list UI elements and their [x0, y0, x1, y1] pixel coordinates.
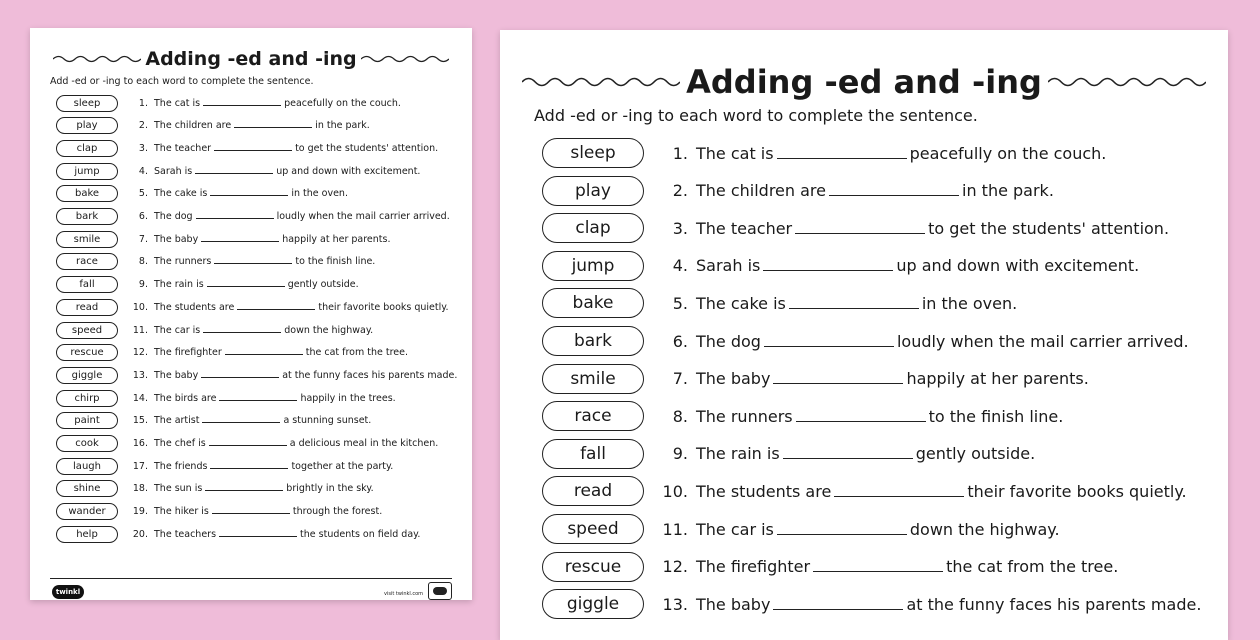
sentence-start: The hiker is [154, 506, 209, 518]
word-bubble: bark [56, 208, 118, 225]
sentence [696, 557, 1118, 576]
word-bubble: sleep [542, 138, 644, 168]
sentence-start: Sarah is [154, 165, 193, 177]
word-bubble: clap [542, 213, 644, 243]
sentence-start: The baby [154, 233, 199, 245]
word-bubble: bake [542, 288, 644, 318]
sentence [696, 444, 1035, 463]
item-number: 3. [672, 218, 688, 238]
sentence-end: down the highway. [284, 324, 374, 336]
answer-blank[interactable] [773, 609, 903, 610]
answer-blank[interactable] [212, 513, 290, 514]
sentence [154, 438, 438, 449]
word-bubble: laugh [56, 458, 118, 475]
answer-blank[interactable] [777, 158, 907, 159]
sentence [154, 166, 420, 177]
wave-decoration-right [361, 54, 449, 64]
item-number: 9. [138, 279, 148, 291]
exercise-row [542, 250, 1139, 282]
item-number: 3. [138, 142, 148, 154]
answer-blank[interactable] [829, 195, 959, 196]
exercise-row [542, 212, 1169, 244]
item-number: 11. [662, 519, 688, 539]
worksheet-instructions: Add -ed or -ing to each word to complete the sentence. [534, 106, 978, 125]
sentence [154, 211, 450, 222]
sentence-end: up and down with excitement. [896, 256, 1140, 276]
sentence [154, 529, 420, 540]
exercise-row [542, 475, 1187, 507]
item-number: 4. [672, 256, 688, 276]
sentence-start: The baby [696, 369, 771, 389]
sentence-start: The teacher [696, 218, 793, 238]
sentence-end: gently outside. [287, 279, 359, 291]
sentence [696, 256, 1139, 275]
sentence [696, 595, 1201, 614]
sentence [154, 347, 408, 358]
item-number: 14. [132, 392, 148, 404]
word-bubble: help [56, 526, 118, 543]
exercise-row [542, 438, 1035, 470]
answer-blank[interactable] [196, 218, 274, 219]
sentence-end: together at the party. [291, 460, 394, 472]
sentence-start: The car is [154, 324, 201, 336]
sentence [696, 332, 1189, 351]
sentence-start: The runners [154, 256, 212, 268]
item-number: 11. [132, 324, 148, 336]
sentence-end: their favorite books quietly. [967, 481, 1187, 501]
worksheet-title: Adding -ed and -ing [686, 63, 1042, 101]
sentence-start: The cake is [154, 188, 208, 200]
answer-blank[interactable] [209, 445, 287, 446]
sentence-end: through the forest. [292, 506, 383, 518]
sentence-end: happily at her parents. [906, 369, 1089, 389]
item-number: 7. [138, 233, 148, 245]
sentence-start: The children are [154, 120, 232, 132]
item-number: 13. [132, 369, 148, 381]
word-bubble: play [542, 176, 644, 206]
exercise-row [56, 185, 348, 203]
word-bubble: clap [56, 140, 118, 157]
exercise-row [56, 503, 382, 521]
exercise-row [56, 525, 420, 543]
sentence-end: the cat from the tree. [305, 347, 409, 359]
answer-blank[interactable] [203, 332, 281, 333]
worksheet-large [500, 30, 1228, 640]
item-number: 1. [138, 97, 148, 109]
item-number: 7. [672, 369, 688, 389]
answer-blank[interactable] [214, 263, 292, 264]
sentence-start: The firefighter [154, 347, 222, 359]
sentence-end: peacefully on the couch. [909, 143, 1107, 163]
sentence-start: The dog [696, 331, 761, 351]
item-number: 5. [672, 293, 688, 313]
answer-blank[interactable] [795, 233, 925, 234]
answer-blank[interactable] [203, 105, 281, 106]
wave-decoration-left [522, 75, 680, 89]
word-bubble: fall [542, 439, 644, 469]
item-number: 2. [138, 120, 148, 132]
sentence-end: to get the students' attention. [928, 218, 1170, 238]
exercise-row [56, 162, 420, 180]
answer-blank[interactable] [234, 127, 312, 128]
sentence-end: in the oven. [291, 188, 348, 200]
answer-blank[interactable] [237, 309, 315, 310]
wave-decoration-right [1048, 75, 1206, 89]
word-bubble: read [542, 476, 644, 506]
sentence-start: The cat is [696, 143, 774, 163]
item-number: 1. [672, 143, 688, 163]
word-bubble: sleep [56, 95, 118, 112]
sentence-end: the students on field day. [300, 528, 421, 540]
answer-blank[interactable] [195, 173, 273, 174]
answer-blank[interactable] [834, 496, 964, 497]
answer-blank[interactable] [210, 468, 288, 469]
answer-blank[interactable] [789, 308, 919, 309]
exercise-row [542, 325, 1189, 357]
answer-blank[interactable] [202, 422, 280, 423]
sentence [154, 120, 370, 131]
exercise-row [56, 366, 457, 384]
word-bubble: bark [542, 326, 644, 356]
item-number: 6. [138, 211, 148, 222]
word-bubble: read [56, 299, 118, 316]
exercise-row [56, 208, 450, 226]
sentence [154, 325, 373, 336]
word-bubble: rescue [542, 552, 644, 582]
sentence [154, 279, 359, 290]
word-bubble: cook [56, 435, 118, 452]
sentence-end: in the park. [315, 120, 370, 132]
item-number: 13. [662, 594, 688, 614]
sentence [696, 219, 1169, 238]
sentence-start: The firefighter [696, 557, 811, 577]
answer-blank[interactable] [763, 270, 893, 271]
sentence [154, 302, 449, 313]
sentence-end: the cat from the tree. [946, 557, 1119, 577]
word-bubble: race [542, 401, 644, 431]
answer-blank[interactable] [783, 458, 913, 459]
word-bubble: rescue [56, 344, 118, 361]
exercise-row [56, 321, 373, 339]
word-bubble: jump [56, 163, 118, 180]
sentence-end: down the highway. [909, 519, 1060, 539]
item-number: 15. [132, 415, 148, 427]
item-number: 12. [662, 557, 688, 577]
sentence-end: brightly in the sky. [286, 483, 374, 495]
item-number: 9. [672, 444, 688, 464]
sentence-start: The cat is [154, 97, 201, 109]
wave-decoration-left [53, 54, 141, 64]
sentence-start: The dog [154, 211, 193, 222]
exercise-row [56, 230, 391, 248]
sentence-end: loudly when the mail carrier arrived. [276, 211, 450, 222]
sentence-end: a delicious meal in the kitchen. [289, 438, 439, 449]
word-bubble: race [56, 253, 118, 270]
item-number: 6. [672, 331, 688, 351]
sentence [154, 188, 348, 199]
worksheet-title: Adding -ed and -ing [145, 48, 357, 70]
worksheet-instructions: Add -ed or -ing to each word to complete the sentence. [50, 76, 314, 87]
item-number: 4. [138, 165, 148, 177]
sentence [154, 143, 438, 154]
sentence-end: loudly when the mail carrier arrived. [896, 331, 1189, 351]
item-number: 12. [132, 347, 148, 359]
exercise-row [542, 588, 1201, 620]
twinkl-logo: twinkl [52, 585, 84, 599]
answer-blank[interactable] [210, 195, 288, 196]
sentence-start: The students are [696, 481, 832, 501]
word-bubble: play [56, 117, 118, 134]
answer-blank[interactable] [777, 534, 907, 535]
sentence-end: in the park. [962, 181, 1054, 201]
exercise-row [56, 117, 370, 135]
word-bubble: speed [56, 322, 118, 339]
sentence-end: gently outside. [915, 444, 1036, 464]
exercise-row [56, 457, 393, 475]
worksheet-title-row [500, 60, 1228, 104]
sentence-end: happily at her parents. [282, 233, 391, 245]
word-bubble: jump [542, 251, 644, 281]
sentence [154, 506, 382, 517]
footer-divider [50, 578, 452, 579]
item-number: 19. [132, 506, 148, 518]
sentence-start: The friends [154, 460, 208, 472]
sentence-start: Sarah is [696, 256, 761, 276]
answer-blank[interactable] [205, 490, 283, 491]
sentence [154, 483, 374, 494]
sentence-start: The baby [154, 369, 199, 381]
sentence [154, 256, 375, 267]
exercise-row [542, 513, 1060, 545]
exercise-row [56, 344, 408, 362]
footer-url: visit twinkl.com [384, 591, 424, 597]
sentence [154, 370, 457, 381]
exercise-row [56, 389, 396, 407]
sentence-end: peacefully on the couch. [284, 97, 401, 109]
sentence-start: The birds are [154, 392, 217, 404]
sentence-end: at the funny faces his parents made. [906, 594, 1202, 614]
exercise-row [542, 400, 1063, 432]
item-number: 10. [132, 301, 148, 313]
sentence-start: The teacher [154, 142, 212, 154]
sentence-end: to get the students' attention. [295, 142, 439, 154]
exercise-row [542, 363, 1089, 395]
word-bubble: paint [56, 412, 118, 429]
word-bubble: giggle [542, 589, 644, 619]
sentence-end: up and down with excitement. [276, 165, 421, 177]
answer-blank[interactable] [796, 421, 926, 422]
item-number: 8. [138, 256, 148, 268]
answer-blank[interactable] [764, 346, 894, 347]
exercise-row [542, 137, 1106, 169]
sentence-start: The children are [696, 181, 826, 201]
answer-blank[interactable] [219, 536, 297, 537]
answer-blank[interactable] [813, 571, 943, 572]
item-number: 10. [662, 481, 688, 501]
word-bubble: shine [56, 480, 118, 497]
exercise-row [542, 551, 1118, 583]
sentence-start: The sun is [154, 483, 203, 495]
sentence-end: to the finish line. [295, 256, 376, 268]
sentence [154, 393, 396, 404]
exercise-row [56, 412, 371, 430]
sentence-start: The students are [154, 301, 235, 313]
sentence [154, 415, 371, 426]
exercise-row [56, 276, 359, 294]
sentence-end: happily in the trees. [300, 392, 396, 404]
item-number: 18. [132, 483, 148, 495]
sentence-start: The runners [696, 406, 793, 426]
item-number: 20. [132, 528, 148, 540]
item-number: 2. [672, 181, 688, 201]
worksheet-small [30, 28, 472, 600]
sentence [154, 234, 391, 245]
word-bubble: smile [56, 231, 118, 248]
sentence [154, 461, 393, 472]
answer-blank[interactable] [207, 286, 285, 287]
sentence-start: The rain is [696, 444, 780, 464]
item-number: 16. [132, 438, 148, 449]
item-number: 8. [672, 406, 688, 426]
sentence-start: The rain is [154, 279, 204, 291]
word-bubble: speed [542, 514, 644, 544]
exercise-row [542, 287, 1017, 319]
exercise-row [542, 175, 1054, 207]
sentence-start: The chef is [154, 438, 206, 449]
exercise-row [56, 94, 401, 112]
word-bubble: giggle [56, 367, 118, 384]
word-bubble: wander [56, 503, 118, 520]
word-bubble: bake [56, 185, 118, 202]
sentence [696, 482, 1187, 501]
sentence-start: The artist [154, 415, 200, 427]
answer-blank[interactable] [773, 383, 903, 384]
item-number: 17. [132, 460, 148, 472]
exercise-row [56, 298, 449, 316]
exercise-row [56, 435, 438, 453]
sentence-end: a stunning sunset. [283, 415, 372, 427]
exercise-row [56, 139, 438, 157]
sentence-end: to the finish line. [928, 406, 1064, 426]
sentence [696, 294, 1017, 313]
answer-blank[interactable] [201, 377, 279, 378]
sentence [696, 369, 1089, 388]
word-bubble: chirp [56, 390, 118, 407]
word-bubble: fall [56, 276, 118, 293]
sentence-start: The car is [696, 519, 774, 539]
sentence-start: The baby [696, 594, 771, 614]
answer-blank[interactable] [219, 400, 297, 401]
answer-blank[interactable] [201, 241, 279, 242]
sentence [696, 520, 1060, 539]
worksheet-title-row [30, 44, 472, 74]
sentence-start: The teachers [154, 528, 217, 540]
sentence [696, 144, 1106, 163]
sentence [154, 98, 401, 109]
sentence [696, 407, 1063, 426]
item-number: 5. [138, 188, 148, 200]
exercise-row [56, 253, 375, 271]
sentence-end: their favorite books quietly. [318, 301, 449, 313]
sentence-end: in the oven. [921, 293, 1018, 313]
twinkl-badge-icon [428, 582, 452, 600]
word-bubble: smile [542, 364, 644, 394]
answer-blank[interactable] [225, 354, 303, 355]
sentence-start: The cake is [696, 293, 786, 313]
sentence [696, 181, 1054, 200]
exercise-row [56, 480, 374, 498]
sentence-end: at the funny faces his parents made. [282, 369, 458, 381]
answer-blank[interactable] [214, 150, 292, 151]
